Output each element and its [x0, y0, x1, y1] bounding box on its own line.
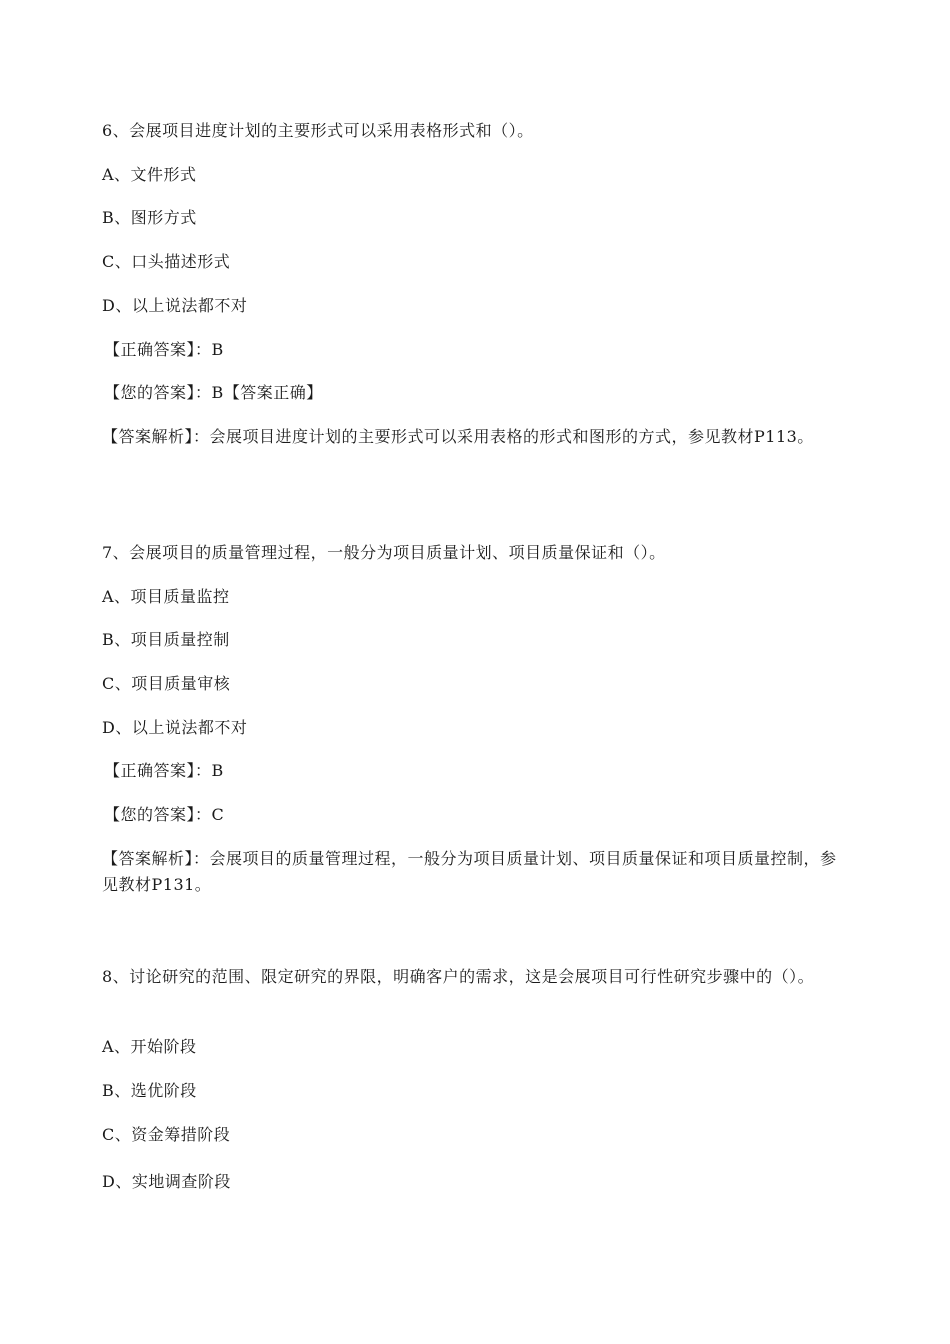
- question-7-option-d: D、以上说法都不对: [102, 718, 248, 737]
- question-7-option-b: B、项目质量控制: [102, 630, 230, 649]
- question-6-stem: 6、会展项目进度计划的主要形式可以采用表格形式和（）。: [102, 121, 534, 140]
- question-6-option-d: D、以上说法都不对: [102, 296, 248, 315]
- question-6-correct-answer: 【正确答案】：B: [104, 340, 224, 359]
- question-8-option-b: B、选优阶段: [102, 1081, 197, 1100]
- question-7-option-c: C、项目质量审核: [102, 674, 231, 693]
- question-7-analysis: 【答案解析】：会展项目的质量管理过程，一般分为项目质量计划、项目质量保证和项目质量控制，参见教材P131。: [102, 849, 837, 894]
- question-6-option-b: B、图形方式: [102, 208, 197, 227]
- question-6-analysis: 【答案解析】：会展项目进度计划的主要形式可以采用表格的形式和图形的方式，参见教材P113。: [102, 427, 814, 446]
- question-8-option-d: D、实地调查阶段: [102, 1172, 231, 1191]
- question-8-stem: 8、讨论研究的范围、限定研究的界限，明确客户的需求，这是会展项目可行性研究步骤中的（）。: [102, 967, 815, 986]
- question-6-option-c: C、口头描述形式: [102, 252, 231, 271]
- question-7-your-answer: 【您的答案】：C: [104, 805, 225, 824]
- question-7-stem: 7、会展项目的质量管理过程，一般分为项目质量计划、项目质量保证和（）。: [102, 543, 666, 562]
- question-6-your-answer: 【您的答案】：B【答案正确】: [104, 383, 323, 402]
- question-7-correct-answer: 【正确答案】：B: [104, 761, 224, 780]
- question-8-option-c: C、资金筹措阶段: [102, 1125, 231, 1144]
- question-7-option-a: A、项目质量监控: [102, 587, 230, 606]
- question-6-option-a: A、文件形式: [102, 165, 197, 184]
- question-8-option-a: A、开始阶段: [102, 1037, 197, 1056]
